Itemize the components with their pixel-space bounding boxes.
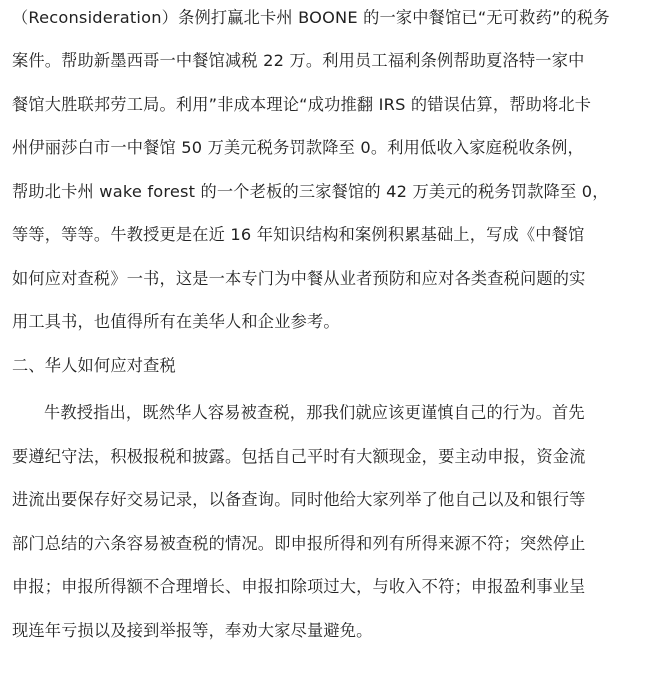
paragraph-1-line-2: 案件。帮助新墨西哥一中餐馆减税 22 万。利用员工福利条例帮助夏洛特一家中	[12, 51, 585, 70]
paragraph-1-line-1: （Reconsideration）条例打赢北卡州 BOONE 的一家中餐馆已“无可救药”的税务	[12, 8, 610, 27]
paragraph-1-line-8: 用工具书，也值得所有在美华人和企业参考。	[12, 312, 340, 331]
paragraph-2-line-5: 申报；申报所得额不合理增长、申报扣除项过大，与收入不符；申报盈利事业呈	[12, 577, 586, 596]
paragraph-1-line-7: 如何应对查税》一书，这是一本专门为中餐从业者预防和应对各类查税问题的实	[12, 269, 586, 288]
paragraph-2-line-2: 要遵纪守法，积极报税和披露。包括自己平时有大额现金，要主动申报，资金流	[12, 447, 586, 466]
section-heading: 二、华人如何应对查税	[12, 356, 176, 375]
paragraph-1-line-4: 州伊丽莎白市一中餐馆 50 万美元税务罚款降至 0。利用低收入家庭税收条例，	[12, 138, 584, 157]
paragraph-2-line-4: 部门总结的六条容易被查税的情况。即申报所得和列有所得来源不符；突然停止	[12, 534, 586, 553]
paragraph-2-line-3: 进流出要保存好交易记录，以备查询。同时他给大家列举了他自己以及和银行等	[12, 490, 586, 509]
paragraph-2-line-6: 现连年亏损以及接到举报等，奉劝大家尽量避免。	[12, 621, 373, 640]
paragraph-2-line-1: 牛教授指出，既然华人容易被查税，那我们就应该更谨慎自己的行为。首先	[44, 403, 585, 422]
paragraph-1-line-3: 餐馆大胜联邦劳工局。利用”非成本理论“成功推翻 IRS 的错误估算，帮助将北卡	[12, 95, 592, 114]
paragraph-1-line-5: 帮助北卡州 wake forest 的一个老板的三家餐馆的 42 万美元的税务罚款降至 0，	[12, 182, 609, 201]
paragraph-1-line-6: 等等，等等。牛教授更是在近 16 年知识结构和案例积累基础上，写成《中餐馆	[12, 225, 585, 244]
